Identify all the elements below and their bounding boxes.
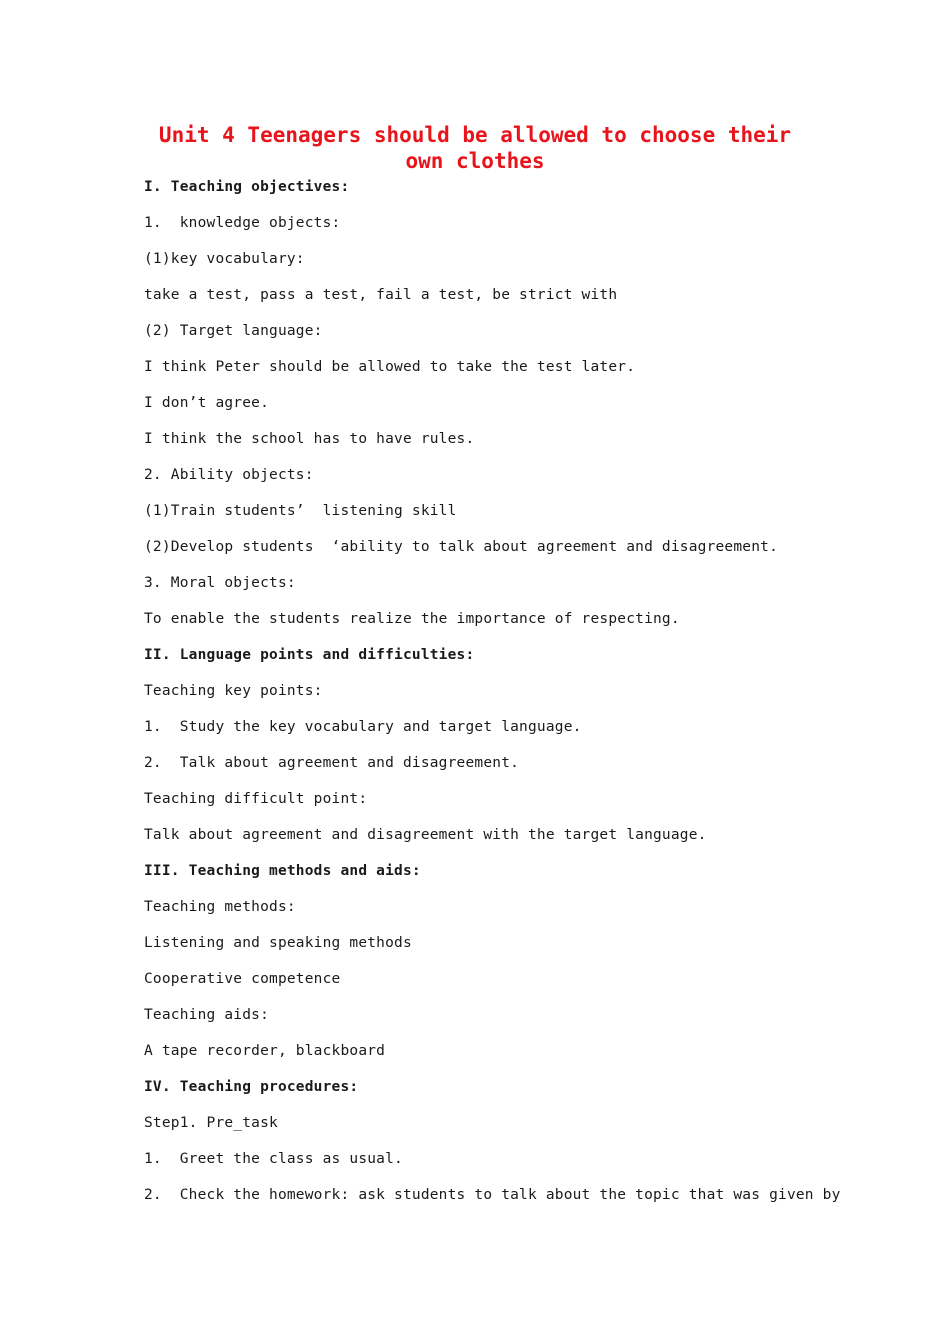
body-line: Teaching difficult point: [144,791,368,807]
body-line: take a test, pass a test, fail a test, be strict with [144,287,618,303]
document-title: Unit 4 Teenagers should be allowed to choose their own clothes [158,123,792,173]
body-line: 1. Greet the class as usual. [144,1151,403,1167]
body-line: Teaching key points: [144,683,323,699]
body-line: 1. Study the key vocabulary and target language. [144,719,582,735]
body-line: Talk about agreement and disagreement with the target language. [144,827,707,843]
body-line: A tape recorder, blackboard [144,1043,386,1059]
body-line: (1)key vocabulary: [144,251,305,267]
document-body [144,174,841,1218]
body-line: To enable the students realize the importance of respecting. [144,611,680,627]
section-heading: IV. Teaching procedures: [144,1079,359,1095]
body-line: Teaching aids: [144,1007,270,1023]
body-line: Teaching methods: [144,899,296,915]
body-line: 2. Ability objects: [144,467,314,483]
section-heading: I. Teaching objectives: [144,179,350,195]
body-line: 3. Moral objects: [144,575,296,591]
body-line: 1. knowledge objects: [144,215,341,231]
body-line: Cooperative competence [144,971,341,987]
section-heading: II. Language points and difficulties: [144,647,475,663]
body-line: 2. Talk about agreement and disagreement. [144,755,520,771]
body-line: I think the school has to have rules. [144,431,475,447]
body-line: I think Peter should be allowed to take the test later. [144,359,636,375]
body-line: 2. Check the homework: ask students to talk about the topic that was given by [144,1187,841,1203]
body-line: (2)Develop students ‘ability to talk about agreement and disagreement. [144,539,779,555]
body-line: (2) Target language: [144,323,323,339]
body-line: (1)Train students’ listening skill [144,503,457,519]
body-line: Listening and speaking methods [144,935,412,951]
body-line: I don’t agree. [144,395,270,411]
body-line: Step1. Pre_task [144,1115,278,1131]
section-heading: III. Teaching methods and aids: [144,863,421,879]
